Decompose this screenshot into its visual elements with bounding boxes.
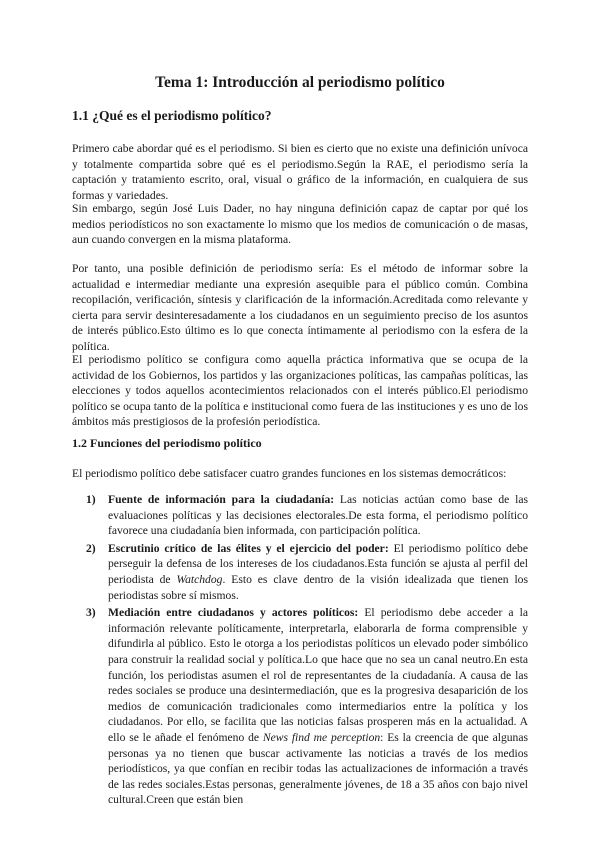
paragraph-1: Primero cabe abordar qué es el periodismo. Si bien es cierto que no existe una definición unívoca y totalmente compartida sobre qué es el periodismo.Según la RAE, el periodismo sería la captación y tratamiento escrito, oral, visual o gráfico de la información, en cualquiera de sus formas y variedades.	[72, 142, 528, 202]
list-item	[72, 492, 528, 539]
list-item-text: . Esto es clave dentro de la visión idealizada que tienen los periodistas sobre sí mismos.	[108, 572, 528, 602]
list-item	[72, 541, 528, 603]
section-title: Funciones del periodismo político	[90, 436, 262, 450]
list-item-text: El periodismo político debe perseguir la defensa de los intereses de los ciudadanos.Esta función se ajusta al perfil del periodista de	[108, 541, 528, 586]
list-item-number: 3)	[86, 606, 96, 620]
section-number: 1.2	[72, 436, 87, 450]
paragraph-4: El periodismo político se configura como aquella práctica informativa que se ocupa de la actividad de los Gobiernos, los partidos y las organizaciones políticas, las campañas políticas, las elecciones y todos aquellos acontecimientos relacionados con el interés público.El periodismo político se ocupa tanto de la política e institucional como fuera de las instituciones y es uno de los ámbitos más prestigiosos de la profesión periodística.	[72, 353, 528, 429]
list-item-text: Las noticias actúan como base de las evaluaciones políticas y las decisiones electorales.De esta forma, el periodismo político favorece una ciudadanía bien informada, con participación política.	[108, 493, 528, 538]
list-item-text: : Es la creencia de que algunas personas ya no tienen que buscar activamente las noticias a través de los medios periodísticos, ya que confían en recibir todas las actualizaciones de información a través de las redes sociales.Estas personas, generalmente jóvenes, de 18 a 35 años con bajo nivel cultural.Creen que están bien	[108, 730, 528, 807]
list-item	[72, 605, 528, 808]
list-item-lead: Fuente de información para la ciudadanía:	[108, 493, 335, 506]
list-item-lead: Escrutinio crítico de las élites y el ejercicio del poder:	[108, 541, 389, 555]
page-title: Tema 1: Introducción al periodismo político	[155, 74, 445, 91]
functions-list	[72, 492, 528, 810]
section-heading-1-1: 1.1 ¿Qué es el periodismo político?	[72, 108, 272, 123]
list-item-text: El periodismo debe acceder a la información relevante políticamente, interpretarla, elaborarla de forma comprensible y difundirla al público. Esto le otorga a los periodistas políticos un elevado poder simbólico para construir la realidad social y política.Lo que hace que no sea un canal neutro.En esta función, los periodistas asumen el rol de representantes de la ciudadanía. A causa de las redes sociales se produce una desintermediación, que es la progresiva desaparición de los medios de comunicación tradicionales como intermediarios entre la política y los ciudadanos. Por ello, se facilita que las noticias falsas prosperen más en la actualidad. A ello se le añade el fenómeno de	[108, 606, 528, 744]
list-item-italic-term: News find me perception	[262, 730, 381, 744]
list-item-lead: Mediación entre ciudadanos y actores políticos:	[108, 606, 359, 620]
paragraph-2: Sin embargo, según José Luis Dader, no hay ninguna definición capaz de captar por qué los medios periodísticos no son exactamente lo mismo que los medios de comunicación o de masas, aun cuando convergen en la misma plataforma.	[72, 202, 528, 247]
list-item-italic-term: Watchdog	[176, 572, 223, 586]
section-heading-1-2	[72, 436, 262, 451]
list-item-number: 1)	[86, 493, 96, 506]
list-item-number: 2)	[86, 541, 96, 555]
paragraph-functions-intro: El periodismo político debe satisfacer cuatro grandes funciones en los sistemas democráticos:	[72, 467, 507, 480]
paragraph-3: Por tanto, una posible definición de periodismo sería: Es el método de informar sobre la actualidad e intermediar mediante una expresión asequible para el público común. Combina recopilación, verificación, síntesis y clarificación de la información.Acreditada como relevante y cierta para servir desinteresadamente a los ciudadanos en un seguimiento preciso de los asuntos de interés público.Esto último es lo que conecta íntimamente al periodismo con la esfera de la política.	[72, 262, 528, 353]
